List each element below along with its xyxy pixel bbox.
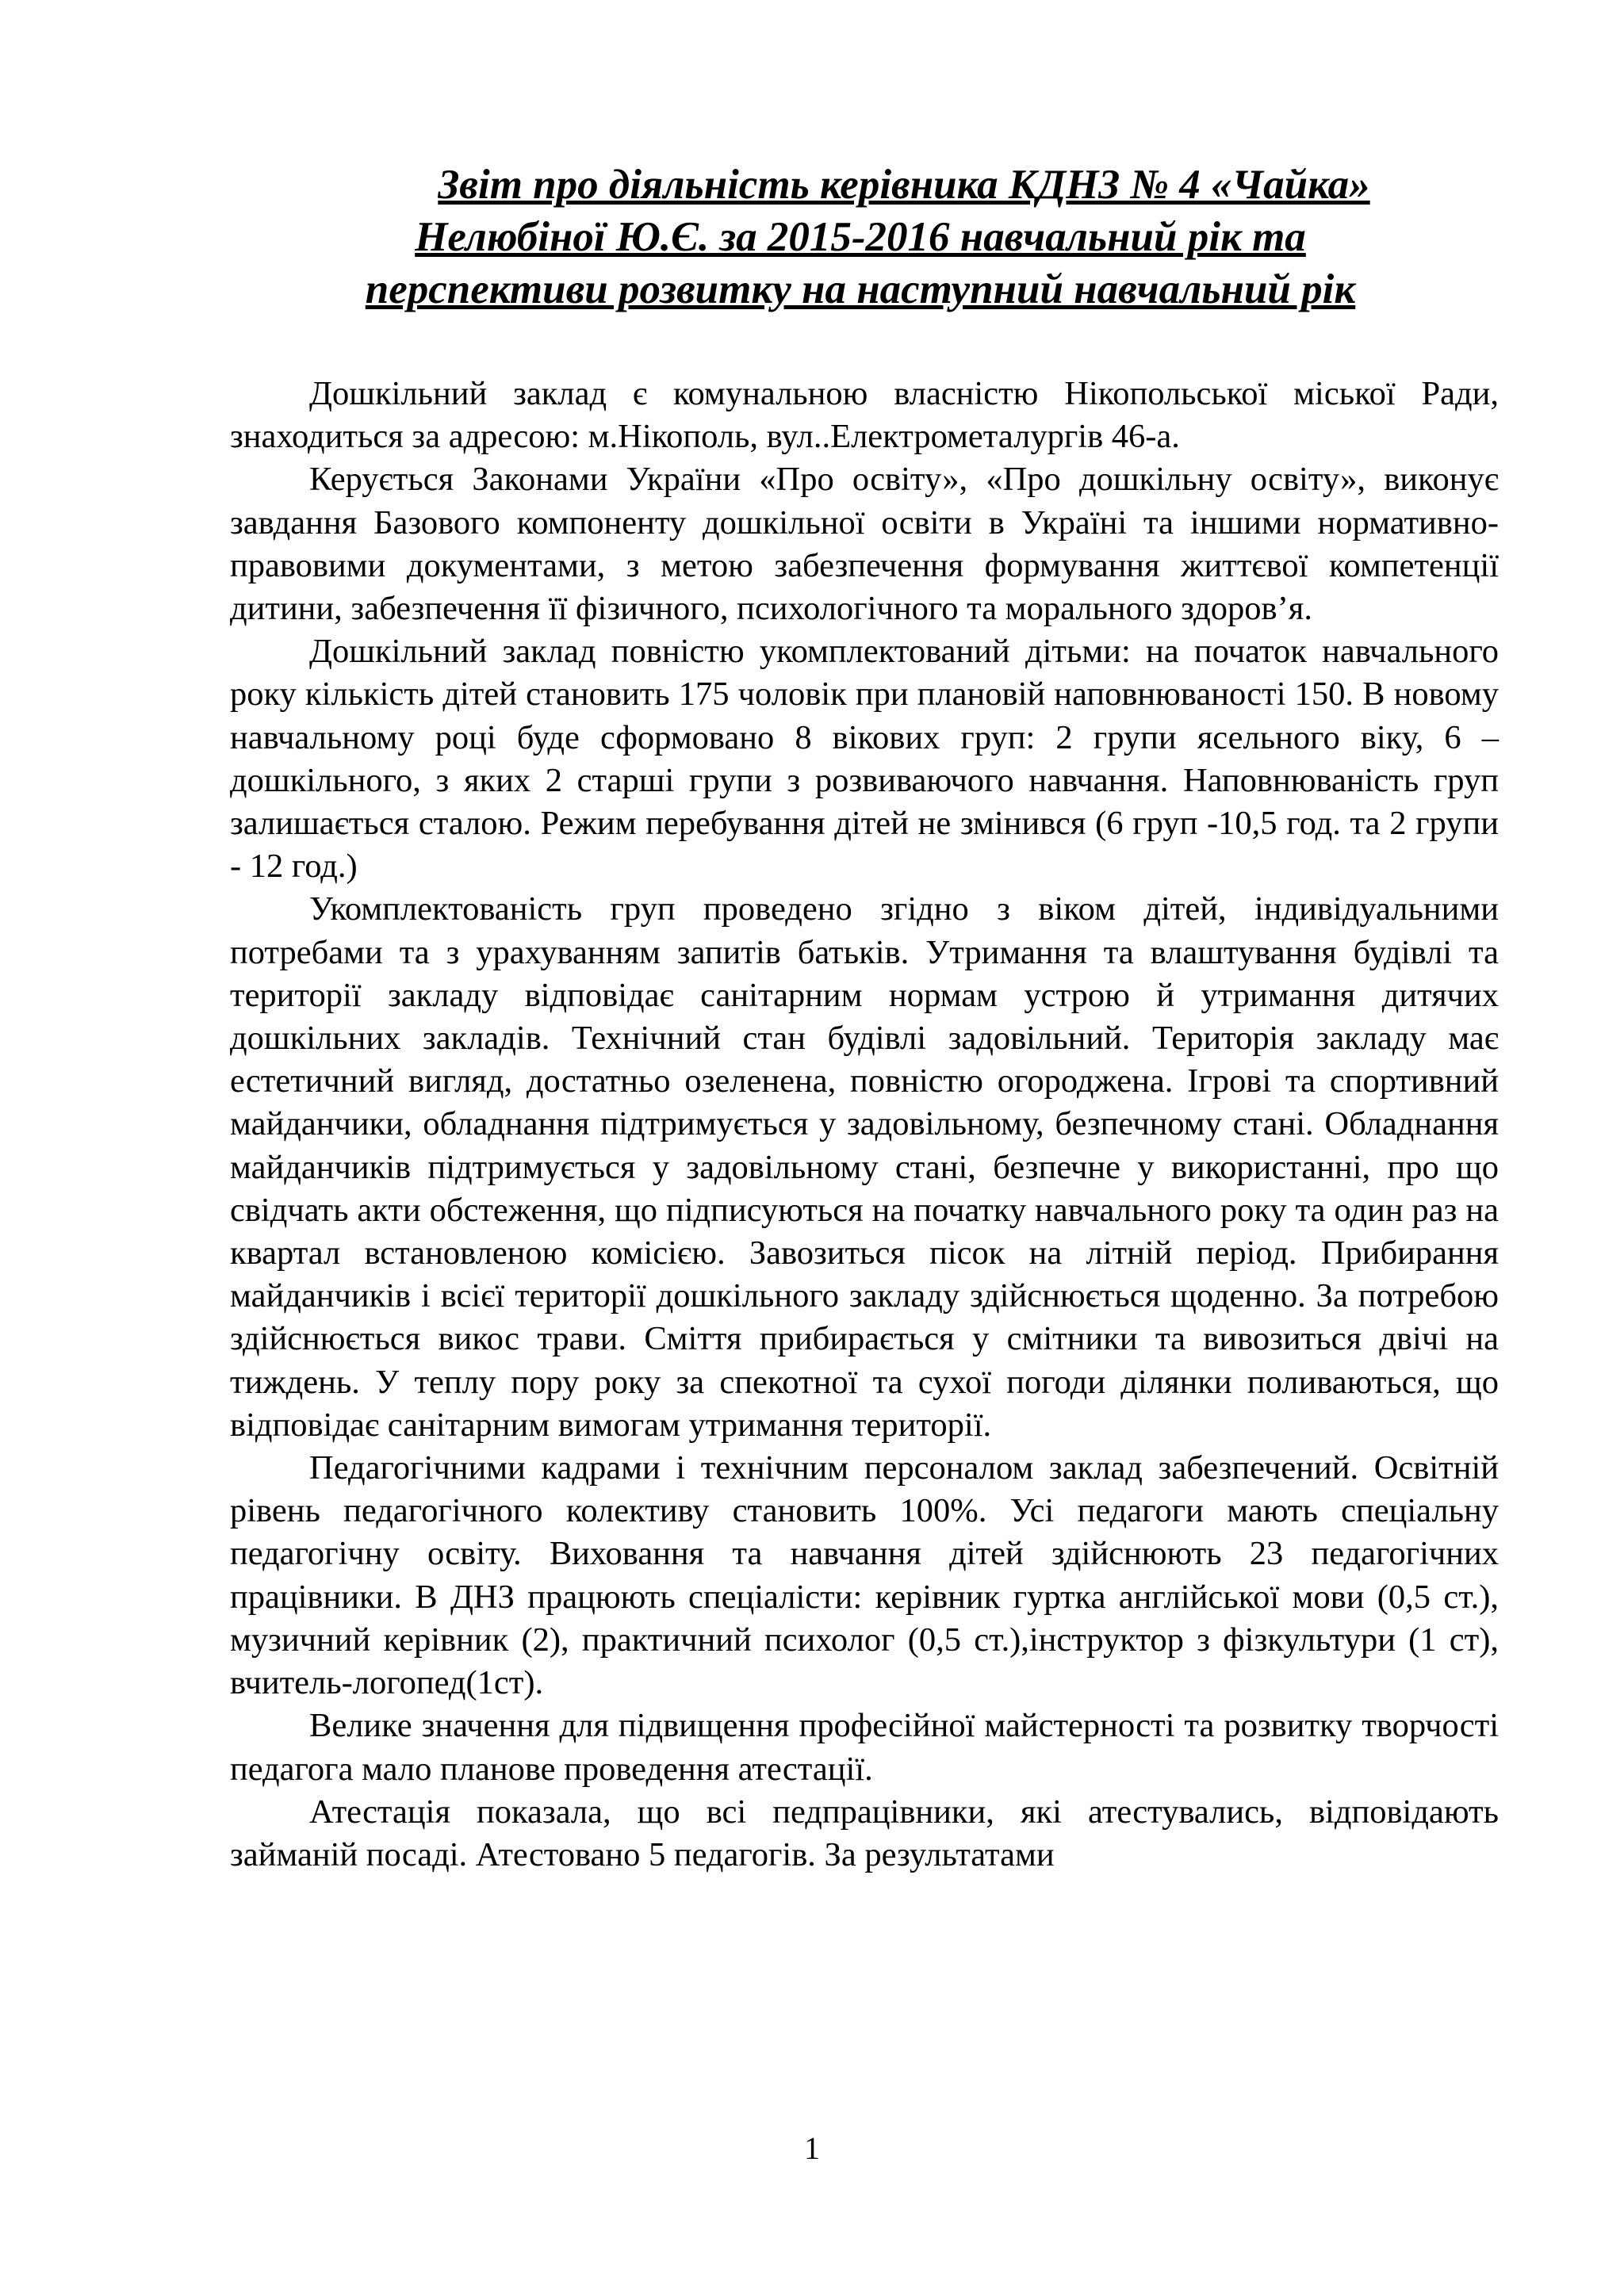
paragraph-certification-importance: Велике значення для підвищення професійної майстерності та розвитку творчості педагога мало планове проведення атестації.: [230, 1707, 1499, 1788]
paragraph-location: Дошкільний заклад є комунальною власністю Нікопольської міської Ради, знаходиться за адресою: м.Нікополь, вул..Електрометалургів 46-а.: [230, 375, 1499, 456]
paragraph-staff: Педагогічними кадрами і технічним персоналом заклад забезпечений. Освітній рівень педагогічного колективу становить 100%. Усі педагоги мають спеціальну педагогічну освіту. Виховання та навчання дітей здійснюють 23 педагогічних працівники. В ДНЗ працюють спеціалісти: керівник гуртка англійської мови (0,5 ст.), музичний керівник (2), практичний психолог (0,5 ст.),інструктор з фізкультури (1 ст), вчитель-логопед(1ст).: [230, 1449, 1499, 1702]
report-body: [230, 373, 1499, 1877]
paragraph-certification-results: Атестація показала, що всі педпрацівники, які атестувались, відповідають займаній посаді. Атестовано 5 педагогів. За результатами: [230, 1793, 1499, 1873]
title-line-2: Нелюбіної Ю.Є. за 2015-2016 навчальний рік та: [415, 214, 1306, 260]
page-number: 1: [804, 2130, 820, 2166]
report-title: [230, 159, 1491, 316]
title-line-3: перспективи розвитку на наступний навчальний рік: [365, 266, 1356, 312]
paragraph-legal-basis: Керується Законами України «Про освіту», «Про дошкільну освіту», виконує завдання Базового компоненту дошкільної освіти в Україні та іншими нормативно-правовими документами, з метою забезпечення формування життєвої компетенції дитини, забезпечення її фізичного, психологічного та морального здоров’я.: [230, 461, 1499, 628]
paragraph-enrollment: Дошкільний заклад повністю укомплектований дітьми: на початок навчального року кількість дітей становить 175 чоловік при плановій наповнюваності 150. В новому навчальному році буде сформовано 8 вікових груп: 2 групи ясельного віку, 6 – дошкільного, з яких 2 старші групи з розвиваючого навчання. Наповнюваність груп залишається сталою. Режим перебування дітей не змінився (6 груп -10,5 год. та 2 групи - 12 год.): [230, 633, 1499, 886]
paragraph-facilities: Укомплектованість груп проведено згідно з віком дітей, індивідуальними потребами та з урахуванням запитів батьків. Утримання та влаштування будівлі та території закладу відповідає санітарним нормам устрою й утримання дитячих дошкільних закладів. Технічний стан будівлі задовільний. Територія закладу має естетичний вигляд, достатньо озеленена, повністю огороджена. Ігрові та спортивний майданчики, обладнання підтримується у задовільному, безпечному стані. Обладнання майданчиків підтримується у задовільному стані, безпечне у використанні, про що свідчать акти обстеження, що підписуються на початку навчального року та один раз на квартал встановленою комісією. Завозиться пісок на літній період. Прибирання майданчиків і всієї території дошкільного закладу здійснюється щоденно. За потребою здійснюється викос трави. Сміття прибирається у смітники та вивозиться двічі на тиждень. У теплу пору року за спекотної та сухої погоди ділянки поливаються, що відповідає санітарним вимогам утримання території.: [230, 890, 1499, 1444]
title-line-1: Звіт про діяльність керівника КДНЗ № 4 «Чайка»: [438, 162, 1370, 208]
